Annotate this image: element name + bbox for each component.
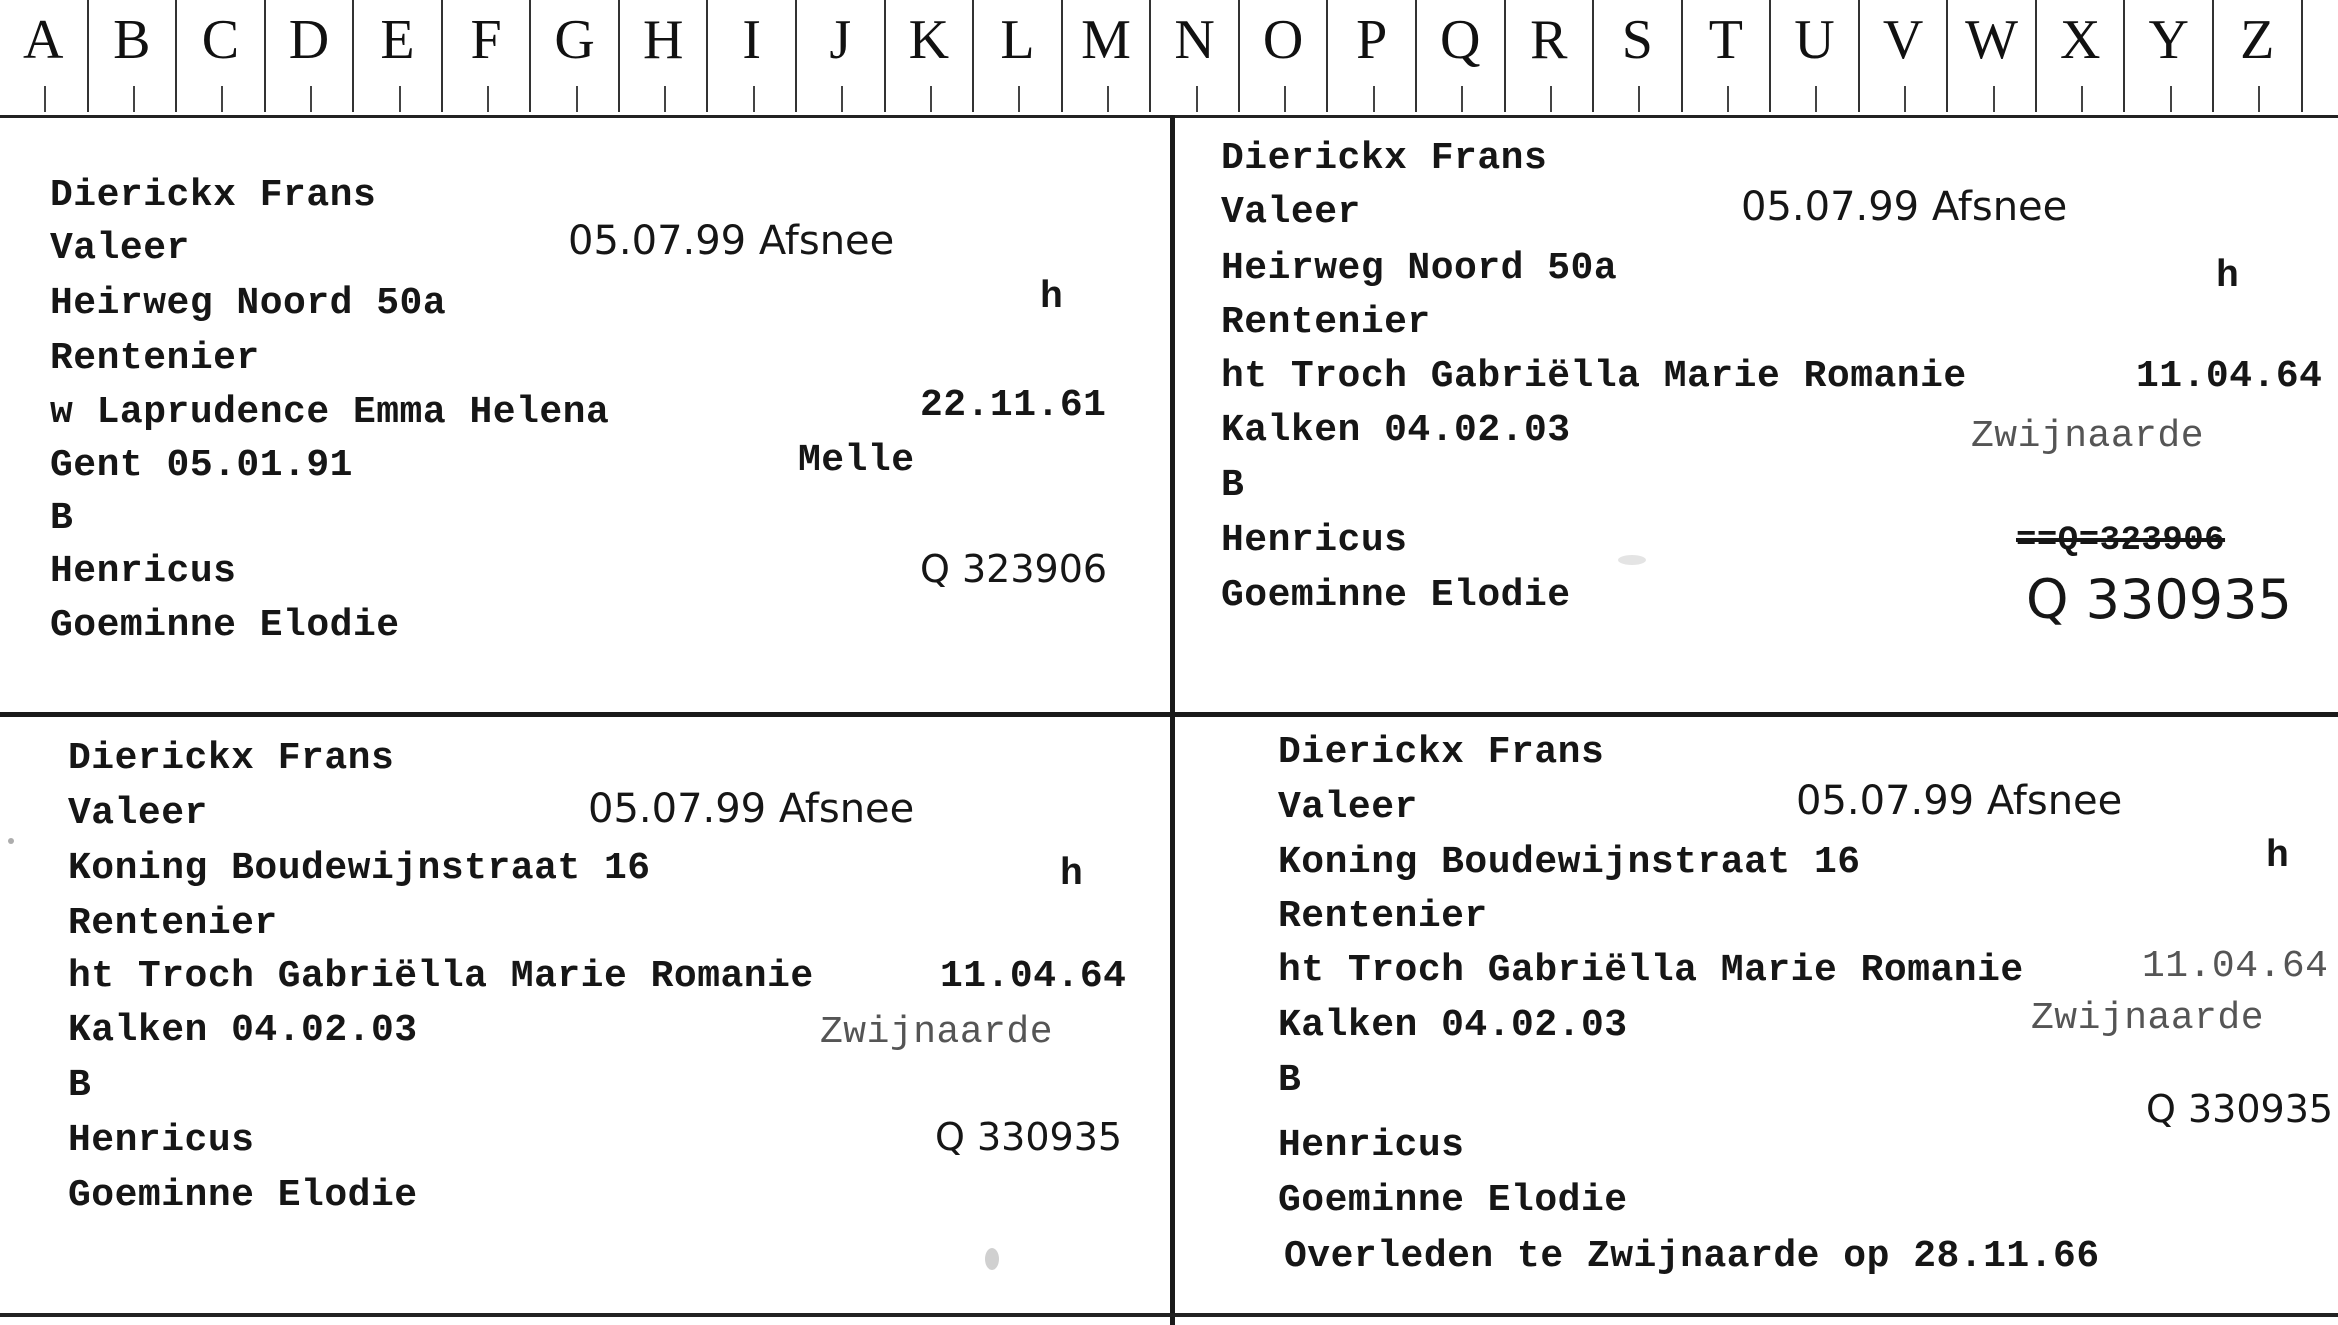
- card-code: B: [1278, 1059, 1302, 1102]
- card-marker: h: [1060, 853, 1084, 896]
- alphabet-tab-x: X: [2037, 0, 2126, 112]
- card-occupation: Rentenier: [1278, 895, 1488, 938]
- card-spouse-date: 11.04.64: [940, 955, 1127, 998]
- card-marriage: Gent 05.01.91: [50, 444, 353, 487]
- alphabet-tab-g: G: [531, 0, 620, 112]
- card-code: B: [50, 497, 74, 540]
- card-code: B: [1221, 464, 1245, 507]
- alphabet-tick: [310, 86, 312, 112]
- alphabet-tick: [576, 86, 578, 112]
- card-marker: h: [2216, 255, 2240, 298]
- card-father: Henricus: [1221, 519, 1408, 562]
- alphabet-tab-z: Z: [2214, 0, 2303, 112]
- alphabet-tick: [1638, 86, 1640, 112]
- card-address: Heirweg Noord 50a: [50, 282, 447, 325]
- card-father: Henricus: [1278, 1124, 1465, 1167]
- alphabet-tick: [133, 86, 135, 112]
- alphabet-tab-i: I: [708, 0, 797, 112]
- alphabet-tab-f: F: [443, 0, 532, 112]
- alphabet-tick: [1284, 86, 1286, 112]
- alphabet-tab-a: A: [0, 0, 89, 112]
- alphabet-tab-y: Y: [2125, 0, 2214, 112]
- card-horizontal-divider: [0, 712, 2338, 717]
- alphabet-tick: [1461, 86, 1463, 112]
- card-marriage: Kalken 04.02.03: [68, 1009, 418, 1052]
- card-name: Dierickx Frans: [1221, 137, 1548, 180]
- card-number: Q 330935: [935, 1115, 1123, 1159]
- card-spouse-date: 11.04.64: [2136, 355, 2323, 398]
- alphabet-tick: [1727, 86, 1729, 112]
- card-address: Koning Boudewijnstraat 16: [1278, 841, 1861, 884]
- card-marriage-place: Zwijnaarde: [820, 1011, 1054, 1054]
- card-spouse: ht Troch Gabriëlla Marie Romanie: [1221, 355, 1967, 398]
- alphabet-tab-s: S: [1594, 0, 1683, 112]
- card-address: Heirweg Noord 50a: [1221, 247, 1618, 290]
- card-father: Henricus: [50, 550, 237, 593]
- card-birth: 05.07.99 Afsnee: [1796, 778, 2123, 824]
- card-number: Q 330935: [2146, 1087, 2334, 1131]
- card-name: Dierickx Frans: [68, 737, 395, 780]
- scan-speck: [985, 1248, 999, 1270]
- alphabet-tab-h: H: [620, 0, 709, 112]
- alphabet-tick: [1018, 86, 1020, 112]
- alphabet-tick: [1373, 86, 1375, 112]
- alphabet-tab-m: M: [1063, 0, 1152, 112]
- card-occupation: Rentenier: [50, 337, 260, 380]
- alphabet-tab-t: T: [1683, 0, 1772, 112]
- card-first-name: Valeer: [68, 792, 208, 835]
- index-card-bottom-left: [0, 718, 1168, 1312]
- card-spouse-date: 11.04.64: [2142, 945, 2329, 988]
- card-marker: h: [2266, 835, 2290, 878]
- card-birth: 05.07.99 Afsnee: [1741, 184, 2068, 230]
- alphabet-tab-b: B: [89, 0, 178, 112]
- card-marker: h: [1040, 276, 1064, 319]
- card-spouse: ht Troch Gabriëlla Marie Romanie: [68, 955, 814, 998]
- alphabet-tick: [1550, 86, 1552, 112]
- card-old-number-struck: ==Q=323906: [2016, 522, 2226, 560]
- alphabet-tick: [1993, 86, 1995, 112]
- card-occupation: Rentenier: [68, 902, 278, 945]
- alphabet-tab-j: J: [797, 0, 886, 112]
- card-birth: 05.07.99 Afsnee: [588, 786, 915, 832]
- alphabet-tab-q: Q: [1417, 0, 1506, 112]
- alphabet-tab-n: N: [1151, 0, 1240, 112]
- card-mother: Goeminne Elodie: [1278, 1179, 1628, 1222]
- card-number: Q 330935: [2026, 568, 2292, 631]
- card-marriage: Kalken 04.02.03: [1278, 1004, 1628, 1047]
- alphabet-tick: [1196, 86, 1198, 112]
- alphabet-tick: [2258, 86, 2260, 112]
- card-marriage-place: Zwijnaarde: [1971, 415, 2205, 458]
- index-card-bottom-right: [1176, 718, 2338, 1312]
- index-card-top-left: [0, 118, 1168, 710]
- alphabet-tab-p: P: [1328, 0, 1417, 112]
- card-mother: Goeminne Elodie: [68, 1174, 418, 1217]
- card-vertical-divider: [1170, 115, 1175, 1325]
- card-birth: 05.07.99 Afsnee: [568, 218, 895, 264]
- alphabet-tick: [930, 86, 932, 112]
- alphabet-tab-r: R: [1506, 0, 1595, 112]
- card-death-note: Overleden te Zwijnaarde op 28.11.66: [1284, 1235, 2100, 1278]
- card-mother: Goeminne Elodie: [1221, 574, 1571, 617]
- alphabet-tick: [221, 86, 223, 112]
- card-marriage-place: Melle: [798, 439, 915, 482]
- alphabet-tab-k: K: [886, 0, 975, 112]
- index-card-top-right: [1176, 118, 2338, 710]
- card-father: Henricus: [68, 1119, 255, 1162]
- alphabet-tick: [753, 86, 755, 112]
- card-marriage-place: Zwijnaarde: [2031, 997, 2265, 1040]
- card-address: Koning Boudewijnstraat 16: [68, 847, 651, 890]
- alphabet-tab-v: V: [1860, 0, 1949, 112]
- alphabet-tick: [1904, 86, 1906, 112]
- card-marriage: Kalken 04.02.03: [1221, 409, 1571, 452]
- card-mother: Goeminne Elodie: [50, 604, 400, 647]
- card-first-name: Valeer: [50, 227, 190, 270]
- alphabet-tab-u: U: [1771, 0, 1860, 112]
- alphabet-tick: [399, 86, 401, 112]
- card-first-name: Valeer: [1278, 786, 1418, 829]
- alphabet-tab-w: W: [1948, 0, 2037, 112]
- alphabet-tab-o: O: [1240, 0, 1329, 112]
- card-spouse-date: 22.11.61: [920, 384, 1107, 427]
- card-occupation: Rentenier: [1221, 301, 1431, 344]
- scan-speck: [1618, 555, 1646, 565]
- alphabet-tab-l: L: [974, 0, 1063, 112]
- alphabet-tick: [1107, 86, 1109, 112]
- card-number: Q 323906: [920, 547, 1108, 591]
- card-name: Dierickx Frans: [50, 174, 377, 217]
- card-spouse: w Laprudence Emma Helena: [50, 391, 610, 434]
- alphabet-tab-c: C: [177, 0, 266, 112]
- alphabet-tick: [2170, 86, 2172, 112]
- alphabet-index-strip: [0, 0, 2338, 118]
- alphabet-tick: [487, 86, 489, 112]
- alphabet-tab-d: D: [266, 0, 355, 112]
- card-spouse: ht Troch Gabriëlla Marie Romanie: [1278, 949, 2024, 992]
- alphabet-tick: [1815, 86, 1817, 112]
- card-name: Dierickx Frans: [1278, 731, 1605, 774]
- alphabet-tab-e: E: [354, 0, 443, 112]
- card-code: B: [68, 1064, 92, 1107]
- alphabet-tick: [664, 86, 666, 112]
- scan-speck: [8, 838, 14, 844]
- alphabet-tick: [2081, 86, 2083, 112]
- alphabet-tick: [841, 86, 843, 112]
- card-first-name: Valeer: [1221, 191, 1361, 234]
- alphabet-tick: [44, 86, 46, 112]
- card-bottom-edge: [0, 1313, 2338, 1317]
